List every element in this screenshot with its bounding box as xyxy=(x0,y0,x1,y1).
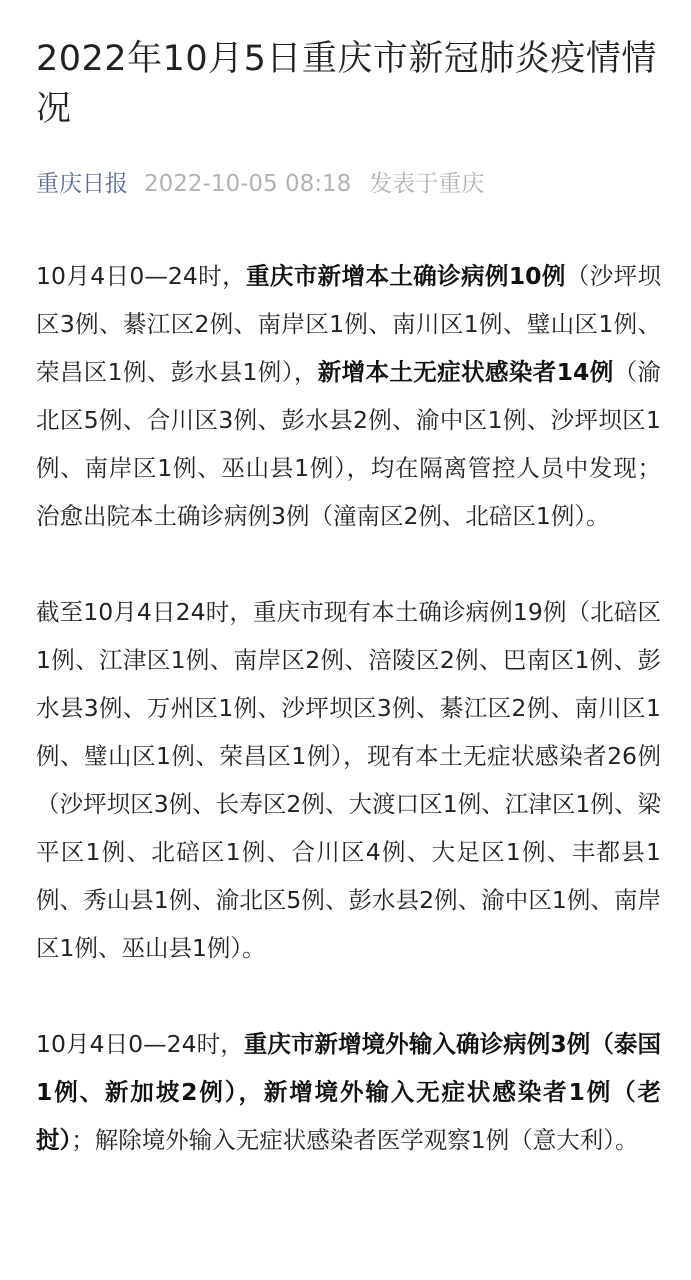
source-link[interactable]: 重庆日报 xyxy=(36,171,128,197)
text-segment: ；解除境外输入无症状感染者医学观察1例（意大利）。 xyxy=(71,1126,639,1154)
paragraph-imported-cases xyxy=(36,1020,661,1164)
highlight-new-confirmed: 重庆市新增本土确诊病例10例 xyxy=(245,262,566,290)
text-segment: 截至10月4日24时，重庆市现有本土确诊病例19例（北碚区1例、江津区1例、南岸区2例、涪陵区2例、巴南区1例、彭水县3例、万州区1例、沙坪坝区3例、綦江区2例、南川区1例、璧山区1例、荣昌区1例），现有本土无症状感染者26例（沙坪坝区3例、长寿区2例、大渡口区1例、江津区1例、梁平区1例、北碚区1例、合川区4例、大足区1例、丰都县1例、秀山县1例、渝北区5例、彭水县2例、渝中区1例、南岸区1例、巫山县1例）。 xyxy=(36,598,661,962)
article-meta xyxy=(36,168,661,200)
paragraph-local-new-cases xyxy=(36,252,661,540)
text-segment: 10月4日0—24时， xyxy=(36,1030,244,1058)
article-title: 2022年10月5日重庆市新冠肺炎疫情情况 xyxy=(36,39,657,129)
paragraph-current-totals xyxy=(36,588,661,972)
publish-time: 2022-10-05 08:18 xyxy=(144,171,352,197)
article-body xyxy=(36,252,661,1164)
text-segment: 10月4日0—24时， xyxy=(36,262,246,290)
publish-location: 发表于重庆 xyxy=(369,171,485,197)
text-segment: （渝北区5例、合川区3例、彭水县2例、渝中区1例、沙坪坝区1例、南岸区1例、巫山县1例），均在隔离管控人员中发现；治愈出院本土确诊病例3例（潼南区2例、北碚区1例）。 xyxy=(36,358,662,530)
highlight-new-asymptomatic: 新增本土无症状感染者14例 xyxy=(317,358,614,386)
text-segment: （沙坪坝区3例、綦江区2例、南岸区1例、南川区1例、璧山区1例、荣昌区1例、彭水县1例）， xyxy=(36,262,662,386)
highlight-imported: 重庆市新增境外输入确诊病例3例（泰国1例、新加坡2例），新增境外输入无症状感染者1例（老挝） xyxy=(36,1030,661,1154)
